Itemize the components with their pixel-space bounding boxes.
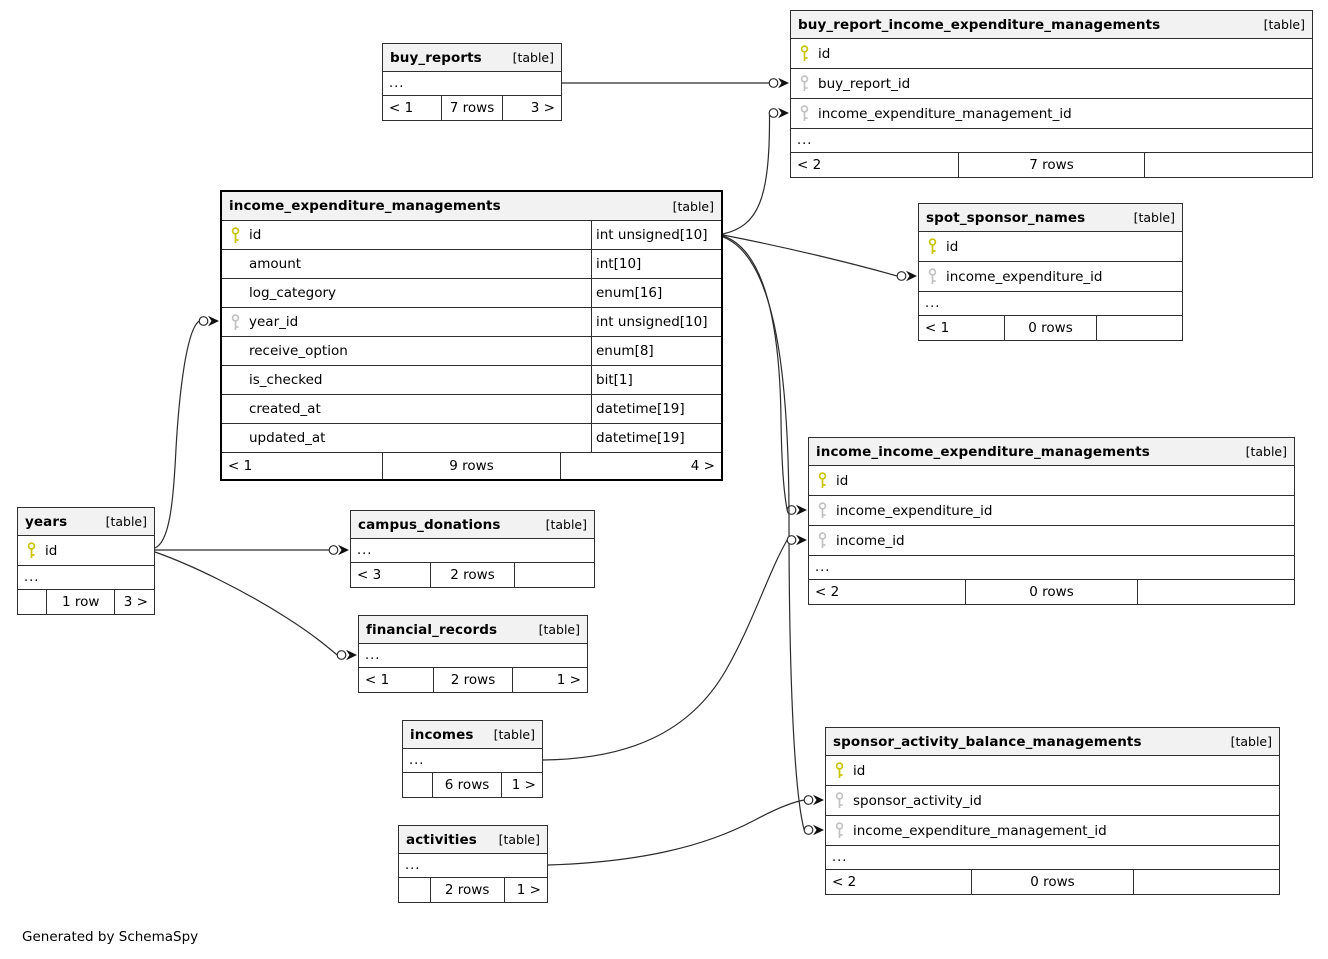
column-name: id <box>249 227 262 243</box>
edge-iem-to-brem <box>723 108 789 234</box>
table-buy-reports[interactable] <box>382 43 562 121</box>
footer-row-count: 0 rows <box>1004 316 1096 340</box>
column-type: enum[8] <box>591 337 721 365</box>
table-activities[interactable] <box>398 825 548 903</box>
primary-key-icon <box>826 762 853 779</box>
hidden-columns-ellipsis: ... <box>919 292 1182 316</box>
table-tag: [table] <box>1230 734 1272 749</box>
hidden-columns-ellipsis: ... <box>383 72 561 96</box>
primary-key-icon <box>809 472 836 489</box>
edge-years-to-financialrecords <box>155 552 357 660</box>
table-income-expenditure-managements[interactable] <box>220 190 723 481</box>
footer-parents-count: < 1 <box>228 458 253 474</box>
generated-by-note: Generated by SchemaSpy <box>22 929 199 945</box>
table-tag: [table] <box>493 727 535 742</box>
footer-parents-count: < 1 <box>365 672 390 688</box>
column-name: income_expenditure_id <box>946 268 1103 285</box>
table-tag: [table] <box>512 50 554 65</box>
edge-buyreports-to-brem <box>562 78 789 88</box>
column-type: int unsigned[10] <box>591 308 721 336</box>
hidden-columns-ellipsis: ... <box>791 129 1312 153</box>
footer-row-count: 0 rows <box>971 870 1132 894</box>
column-row <box>222 366 721 395</box>
table-name: sponsor_activity_balance_managements <box>833 733 1142 750</box>
footer-parents-count: < 1 <box>925 320 950 336</box>
table-footer <box>826 870 1279 894</box>
table-header <box>351 511 594 539</box>
footer-children-count: 4 > <box>560 453 721 479</box>
table-name: years <box>25 513 68 530</box>
column-row <box>809 526 1294 556</box>
table-income-income-expenditure-managements[interactable] <box>808 437 1295 605</box>
table-header <box>399 826 547 854</box>
column-name: id <box>853 762 866 779</box>
footer-parents-count: < 2 <box>797 157 822 173</box>
table-name: spot_sponsor_names <box>926 209 1086 226</box>
column-type: bit[1] <box>591 366 721 394</box>
footer-children-count <box>1137 580 1294 604</box>
foreign-key-icon <box>826 822 853 839</box>
footer-parents-count <box>399 878 430 902</box>
table-header <box>791 11 1312 39</box>
column-row <box>222 424 721 453</box>
column-name: id <box>836 472 849 489</box>
column-name: amount <box>249 256 302 272</box>
footer-children-count: 3 > <box>114 590 154 614</box>
column-row <box>222 279 721 308</box>
footer-parents-count <box>403 773 432 797</box>
table-footer <box>351 563 594 587</box>
table-financial-records[interactable] <box>358 615 588 693</box>
column-row <box>809 496 1294 526</box>
table-tag: [table] <box>538 622 580 637</box>
primary-key-icon <box>791 45 818 62</box>
hidden-columns-ellipsis: ... <box>359 644 587 668</box>
footer-children-count: 1 > <box>504 878 547 902</box>
column-row <box>18 536 154 566</box>
footer-children-count: 1 > <box>501 773 542 797</box>
column-row <box>222 395 721 424</box>
column-type: datetime[19] <box>591 395 721 423</box>
footer-row-count: 7 rows <box>958 153 1144 177</box>
primary-key-icon <box>222 227 249 244</box>
column-name: receive_option <box>249 343 348 359</box>
table-footer <box>919 316 1182 340</box>
edge-iem-to-iiem <box>723 236 807 515</box>
column-name: created_at <box>249 401 321 417</box>
column-row <box>826 786 1279 816</box>
footer-parents-count <box>18 590 46 614</box>
footer-children-count <box>1144 153 1312 177</box>
foreign-key-icon <box>826 792 853 809</box>
foreign-key-icon <box>791 75 818 92</box>
table-footer <box>809 580 1294 604</box>
table-footer <box>791 153 1312 177</box>
column-name: year_id <box>249 314 299 330</box>
table-header <box>359 616 587 644</box>
hidden-columns-ellipsis: ... <box>351 539 594 563</box>
table-name: income_income_expenditure_managements <box>816 443 1150 460</box>
table-footer <box>383 96 561 120</box>
table-name: income_expenditure_managements <box>229 198 501 214</box>
footer-row-count: 2 rows <box>430 878 504 902</box>
hidden-columns-ellipsis: ... <box>403 749 542 773</box>
column-row <box>919 262 1182 292</box>
footer-children-count: 1 > <box>512 668 587 692</box>
table-campus-donations[interactable] <box>350 510 595 588</box>
footer-row-count: 2 rows <box>430 563 515 587</box>
hidden-columns-ellipsis: ... <box>809 556 1294 580</box>
table-header <box>383 44 561 72</box>
hidden-columns-ellipsis: ... <box>826 846 1279 870</box>
table-header <box>18 508 154 536</box>
table-tag: [table] <box>498 832 540 847</box>
column-row <box>222 308 721 337</box>
footer-row-count: 7 rows <box>441 96 502 120</box>
foreign-key-icon <box>809 502 836 519</box>
footer-children-count <box>1096 316 1182 340</box>
foreign-key-icon <box>222 314 249 331</box>
table-name: buy_report_income_expenditure_managements <box>798 16 1161 33</box>
column-row <box>791 69 1312 99</box>
column-row <box>222 250 721 279</box>
column-row <box>791 99 1312 129</box>
footer-children-count: 3 > <box>502 96 561 120</box>
edge-iem-to-spotsponsornames <box>723 235 917 281</box>
table-years[interactable] <box>17 507 155 615</box>
table-tag: [table] <box>672 198 714 214</box>
primary-key-icon <box>919 238 946 255</box>
table-tag: [table] <box>1263 17 1305 32</box>
column-name: id <box>45 542 58 559</box>
column-row <box>222 337 721 366</box>
column-type: int[10] <box>591 250 721 278</box>
footer-row-count: 1 row <box>46 590 114 614</box>
table-footer <box>359 668 587 692</box>
footer-children-count <box>1133 870 1279 894</box>
column-type: int unsigned[10] <box>591 221 721 249</box>
column-name: buy_report_id <box>818 75 911 92</box>
column-type: datetime[19] <box>591 424 721 452</box>
primary-key-icon <box>18 542 45 559</box>
column-name: is_checked <box>249 372 323 388</box>
table-header <box>403 721 542 749</box>
table-tag: [table] <box>1245 444 1287 459</box>
foreign-key-icon <box>791 105 818 122</box>
column-name: income_expenditure_id <box>836 502 993 519</box>
table-header <box>809 438 1294 466</box>
table-footer <box>222 453 721 479</box>
footer-row-count: 6 rows <box>432 773 501 797</box>
table-header <box>826 728 1279 756</box>
table-name: activities <box>406 831 477 848</box>
footer-children-count <box>514 563 594 587</box>
column-name: sponsor_activity_id <box>853 792 982 809</box>
foreign-key-icon <box>809 532 836 549</box>
column-name: updated_at <box>249 430 326 446</box>
table-footer <box>399 878 547 902</box>
foreign-key-icon <box>919 268 946 285</box>
column-row <box>826 756 1279 786</box>
footer-row-count: 0 rows <box>965 580 1138 604</box>
table-header <box>222 192 721 221</box>
column-row <box>222 221 721 250</box>
table-name: buy_reports <box>390 49 482 66</box>
hidden-columns-ellipsis: ... <box>399 854 547 878</box>
table-tag: [table] <box>105 514 147 529</box>
table-header <box>919 204 1182 232</box>
footer-parents-count: < 2 <box>815 584 840 600</box>
footer-row-count: 9 rows <box>382 453 560 479</box>
column-row <box>826 816 1279 846</box>
column-row <box>791 39 1312 69</box>
column-name: id <box>946 238 959 255</box>
column-name: id <box>818 45 831 62</box>
table-footer <box>403 773 542 797</box>
footer-parents-count: < 2 <box>832 874 857 890</box>
table-sponsor-activity-balance-managements[interactable] <box>825 727 1280 895</box>
table-incomes[interactable] <box>402 720 543 798</box>
table-spot-sponsor-names[interactable] <box>918 203 1183 341</box>
table-name: financial_records <box>366 621 498 638</box>
table-buy-report-income-expenditure-managements[interactable] <box>790 10 1313 178</box>
table-tag: [table] <box>1133 210 1175 225</box>
column-name: log_category <box>249 285 336 301</box>
footer-row-count: 2 rows <box>433 668 512 692</box>
column-name: income_expenditure_management_id <box>818 105 1072 122</box>
column-row <box>919 232 1182 262</box>
table-name: campus_donations <box>358 516 501 533</box>
edge-years-to-iem <box>155 316 219 548</box>
column-row <box>809 466 1294 496</box>
table-footer <box>18 590 154 614</box>
hidden-columns-ellipsis: ... <box>18 566 154 590</box>
column-name: income_id <box>836 532 905 549</box>
edge-years-to-campusdonations <box>155 545 349 555</box>
column-type: enum[16] <box>591 279 721 307</box>
footer-parents-count: < 3 <box>357 567 382 583</box>
edge-activities-to-sabm <box>548 795 824 865</box>
table-tag: [table] <box>545 517 587 532</box>
footer-parents-count: < 1 <box>389 100 414 116</box>
table-name: incomes <box>410 726 474 743</box>
column-name: income_expenditure_management_id <box>853 822 1107 839</box>
